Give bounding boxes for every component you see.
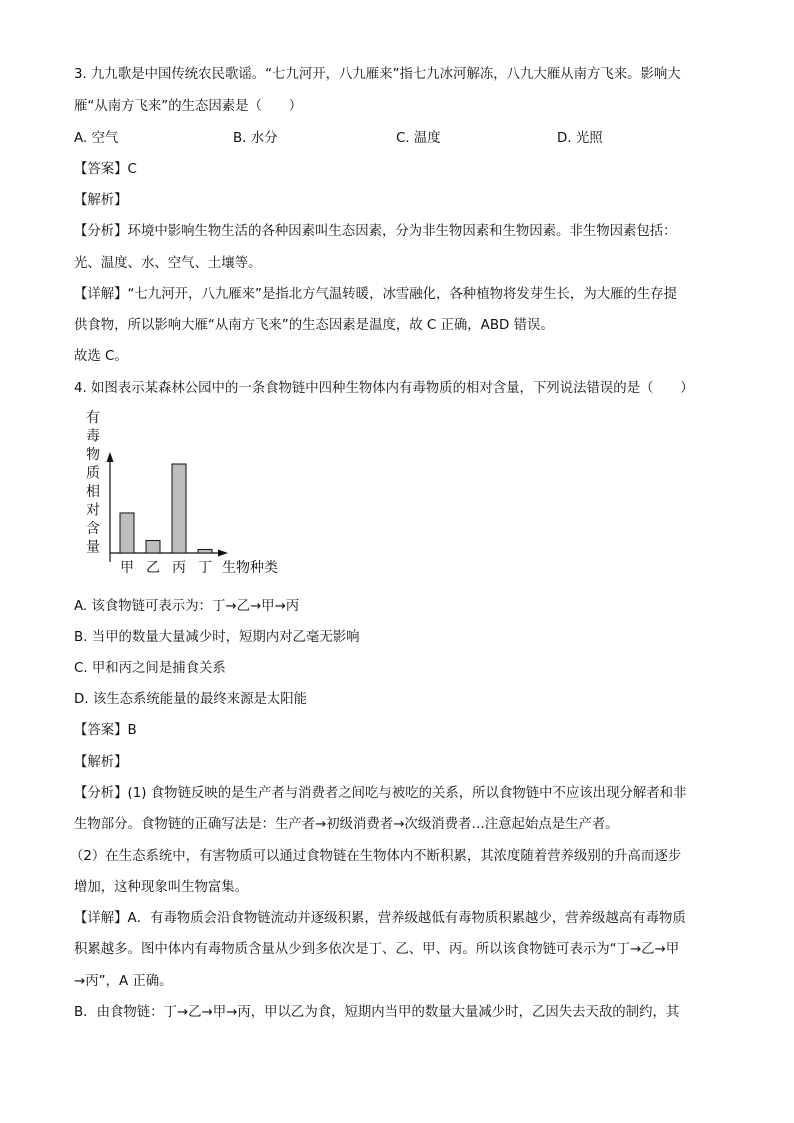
q4-jiexi-heading: 【解析】	[74, 755, 128, 770]
q3-option-a: A. 空气	[74, 131, 119, 146]
y-axis-label-char: 有	[86, 410, 100, 426]
x-axis-arrow	[218, 550, 228, 557]
y-axis-label-char: 物	[86, 447, 100, 463]
y-axis-label-char: 量	[86, 539, 100, 556]
x-tick-label: 丙	[172, 560, 186, 576]
q4-analysis-line4: 增加，这种现象叫生物富集。	[74, 880, 249, 895]
q3-conclusion: 故选 C。	[74, 349, 128, 364]
q3-stem-line2: 雁“从南方飞来”的生态因素是（ ）	[74, 99, 303, 114]
y-axis-label-char: 毒	[86, 428, 100, 445]
y-axis-label-char: 质	[86, 465, 100, 482]
q3-analysis-line2: 光、温度、水、空气、土壤等。	[74, 256, 262, 271]
y-axis-label	[86, 410, 100, 556]
q3-detail-line1: 【详解】“七九河开，八九雁来”是指北方气温转暖，冰雪融化，各种植物将发芽生长，为大雁的生存提	[74, 287, 678, 302]
q4-stem: 4. 如图表示某森林公园中的一条食物链中四种生物体内有毒物质的相对含量，下列说法错误的是（ ）	[74, 381, 694, 396]
q3-detail-line2: 供食物，所以影响大雁“从南方飞来”的生态因素是温度，故 C 正确，ABD 错误。	[74, 318, 554, 333]
x-tick-label: 丁	[198, 560, 212, 576]
y-axis-label-char: 对	[86, 502, 100, 519]
q4-analysis-line2: 生物部分。食物链的正确写法是：生产者→初级消费者→次级消费者…注意起始点是生产者。	[74, 817, 619, 832]
y-axis-label-char: 含	[86, 521, 100, 537]
q4-option-a: A. 该食物链可表示为：丁→乙→甲→丙	[74, 599, 300, 614]
bar-乙	[146, 541, 160, 553]
q3-option-c: C. 温度	[396, 131, 441, 146]
toxin-bar-chart	[80, 408, 300, 580]
q4-answer: 【答案】B	[74, 723, 137, 738]
q4-detail-b-line1: B．由食物链：丁→乙→甲→丙，甲以乙为食，短期内当甲的数量大量减少时，乙因失去天敌的制约，其	[74, 1005, 680, 1020]
y-axis-arrow	[107, 452, 114, 462]
q4-detail-line2: 积累越多。图中体内有毒物质含量从少到多依次是丁、乙、甲、丙。所以该食物链可表示为“丁→乙→甲	[74, 942, 680, 957]
q4-analysis-line1: 【分析】(1) 食物链反映的是生产者与消费者之间吃与被吃的关系，所以食物链中不应该出现分解者和非	[74, 786, 687, 801]
bar-丙	[172, 464, 186, 553]
y-axis-label-char: 相	[86, 484, 100, 500]
q4-option-d: D. 该生态系统能量的最终来源是太阳能	[74, 692, 308, 707]
x-axis-label: 生物种类	[222, 560, 278, 576]
x-tick-label: 乙	[146, 560, 160, 576]
bar-丁	[198, 549, 212, 553]
bar-甲	[120, 513, 134, 553]
q3-option-b: B. 水分	[233, 131, 278, 146]
x-tick-labels	[120, 560, 212, 576]
q4-detail-line1: 【详解】A．有毒物质会沿食物链流动并逐级积累，营养级越低有毒物质积累越少，营养级越高有毒物质	[74, 911, 686, 926]
q3-option-d: D. 光照	[557, 131, 603, 146]
q4-analysis-line3: （2）在生态系统中，有害物质可以通过食物链在生物体内不断积累，其浓度随着营养级别的升高而逐步	[70, 849, 682, 864]
bar-series	[120, 464, 212, 553]
q4-detail-line3: →丙”，A 正确。	[74, 974, 173, 989]
x-tick-label: 甲	[120, 560, 134, 576]
q3-stem-line1: 3. 九九歌是中国传统农民歌谣。“七九河开，八九雁来”指七九冰河解冻，八九大雁从南方飞来。影响大	[74, 67, 681, 82]
q3-analysis-line1: 【分析】环境中影响生物生活的各种因素叫生态因素，分为非生物因素和生物因素。非生物因素包括：	[74, 224, 677, 239]
q4-option-c: C. 甲和丙之间是捕食关系	[74, 661, 226, 676]
q4-option-b: B. 当甲的数量大量减少时，短期内对乙毫无影响	[74, 630, 360, 645]
q3-answer: 【答案】C	[74, 162, 137, 177]
q3-jiexi-heading: 【解析】	[74, 193, 128, 208]
